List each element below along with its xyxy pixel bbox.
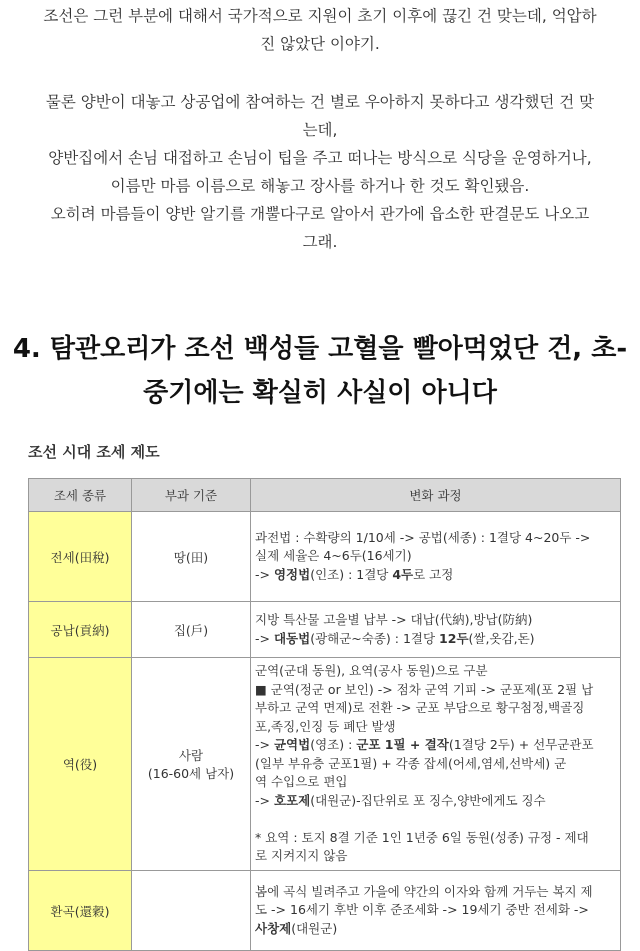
text-line: 조선은 그런 부분에 대해서 국가적으로 지원이 초기 이후에 끊긴 건 맞는데, 억압하 (43, 7, 597, 25)
change-text: (쌀,옷감,돈) (468, 630, 535, 646)
change-line (255, 630, 616, 649)
change-text-bold: 4두 (392, 566, 414, 582)
change-text: (대원군)-집단위로 포 징수,양반에게도 징수 (310, 792, 546, 808)
basis-line: 사람 (178, 748, 204, 763)
table-row (29, 512, 621, 602)
paragraph-yangban (10, 88, 630, 256)
change-text-bold: 호포제 (273, 792, 311, 808)
tax-kind-cell: 전세(田稅) (29, 512, 132, 602)
change-line (255, 901, 616, 920)
basis-cell (132, 871, 251, 951)
change-line (255, 847, 616, 866)
table-row (29, 871, 621, 951)
change-text-bold: 영정법 (273, 566, 311, 582)
header-basis: 부과 기준 (132, 479, 251, 512)
change-text: 로 고정 (413, 566, 454, 582)
change-text: 봄에 곡식 빌려주고 가을에 약간의 이자와 함께 거두는 복지 제 (255, 883, 593, 899)
change-text-bold: 균역법 (273, 737, 311, 753)
changes-cell (251, 602, 621, 658)
tax-system-table (28, 478, 621, 951)
change-text-bold: 12두 (439, 630, 469, 646)
change-text: -> (255, 566, 274, 582)
section-heading (10, 327, 630, 415)
change-text-bold: 군포 1필 + 결작 (356, 737, 449, 753)
paragraph-intro (10, 2, 630, 58)
change-text: (인조) : 1결당 (310, 566, 393, 582)
change-text: (대원군) (291, 920, 338, 936)
change-line (255, 829, 616, 848)
text-line: 는데, (302, 121, 338, 139)
tax-kind-cell: 역(役) (29, 658, 132, 871)
change-line (255, 681, 616, 700)
changes-cell (251, 871, 621, 951)
change-text: 도 -> 16세기 후반 이후 준조세화 -> 19세기 중반 전세화 -> (255, 902, 589, 918)
change-text: 부하고 군역 면제)로 전환 -> 군포 부담으로 황구첨정,백골징 (255, 700, 585, 716)
change-line (255, 792, 616, 811)
change-line (255, 736, 616, 755)
change-line (255, 662, 616, 681)
changes-cell (251, 658, 621, 871)
table-caption: 조선 시대 조세 제도 (28, 443, 160, 461)
change-text: (영조) : (310, 737, 357, 753)
heading-line: 중기에는 확실히 사실이 아니다 (143, 378, 497, 408)
text-line: 이름만 마름 이름으로 해놓고 장사를 하거나 한 것도 확인됐음. (110, 177, 530, 195)
change-text: -> (255, 630, 274, 646)
change-line (255, 883, 616, 902)
header-changes: 변화 과정 (251, 479, 621, 512)
change-text: (광해군~숙종) : 1결당 (310, 630, 440, 646)
change-text-bold: 대동법 (273, 630, 311, 646)
change-text: -> (255, 737, 274, 753)
tax-kind-cell: 환곡(還穀) (29, 871, 132, 951)
table-row (29, 602, 621, 658)
changes-cell (251, 512, 621, 602)
heading-line: 4. 탐관오리가 조선 백성들 고혈을 빨아먹었단 건, 초- (12, 334, 628, 364)
change-text: * 요역 : 토지 8결 기준 1인 1년중 6일 동원(성종) 규정 - 제대 (255, 829, 589, 845)
change-text: 실제 세율은 4~6두(16세기) (255, 548, 412, 564)
table-header-row (29, 479, 621, 512)
change-text: ■ 군역(정군 or 보인) -> 점차 군역 기피 -> 군포제(포 2필 납 (255, 681, 594, 697)
change-line (255, 718, 616, 737)
change-line (255, 529, 616, 548)
change-text: (1결당 2두) + 선무군관포 (448, 737, 594, 753)
text-line: 진 않았단 이야기. (260, 35, 380, 53)
basis-cell: 땅(田) (132, 512, 251, 602)
text-line: 양반집에서 손님 대접하고 손님이 팁을 주고 떠나는 방식으로 식당을 운영하거나, (48, 149, 592, 167)
change-text: 역 수입으로 편입 (255, 774, 348, 790)
change-text: 포,족징,인징 등 폐단 발생 (255, 718, 396, 734)
change-text: 군역(군대 동원), 요역(공사 동원)으로 구분 (255, 663, 488, 679)
change-line (255, 547, 616, 566)
change-text: 로 지켜지지 않음 (255, 848, 348, 864)
change-line (255, 773, 616, 792)
change-line (255, 566, 616, 585)
change-line (255, 810, 616, 829)
change-line (255, 699, 616, 718)
change-text-bold: 사창제 (255, 920, 292, 936)
change-line (255, 611, 616, 630)
header-tax-kind: 조세 종류 (29, 479, 132, 512)
change-text: 지방 특산물 고을별 납부 -> 대납(代納),방납(防納) (255, 612, 533, 627)
text-line: 그래. (302, 233, 338, 251)
change-text: (일부 부유층 군포1필) + 각종 잡세(어세,염세,선박세) 군 (255, 755, 567, 771)
change-text: -> (255, 792, 274, 808)
text-line: 물론 양반이 대놓고 상공업에 참여하는 건 별로 우아하지 못하다고 생각했던 건 맞 (45, 93, 595, 111)
table-row (29, 658, 621, 871)
change-text: 과전법 : 수확량의 1/10세 -> 공법(세종) : 1결당 4~20두 -> (255, 529, 591, 545)
basis-cell (132, 658, 251, 871)
change-line (255, 920, 616, 939)
basis-line: (16-60세 남자) (147, 766, 235, 781)
basis-cell: 집(戶) (132, 602, 251, 658)
tax-kind-cell: 공납(貢納) (29, 602, 132, 658)
text-line: 오히려 마름들이 양반 알기를 개뿔다구로 알아서 관가에 읍소한 판결문도 나오고 (50, 205, 590, 223)
change-line (255, 755, 616, 774)
